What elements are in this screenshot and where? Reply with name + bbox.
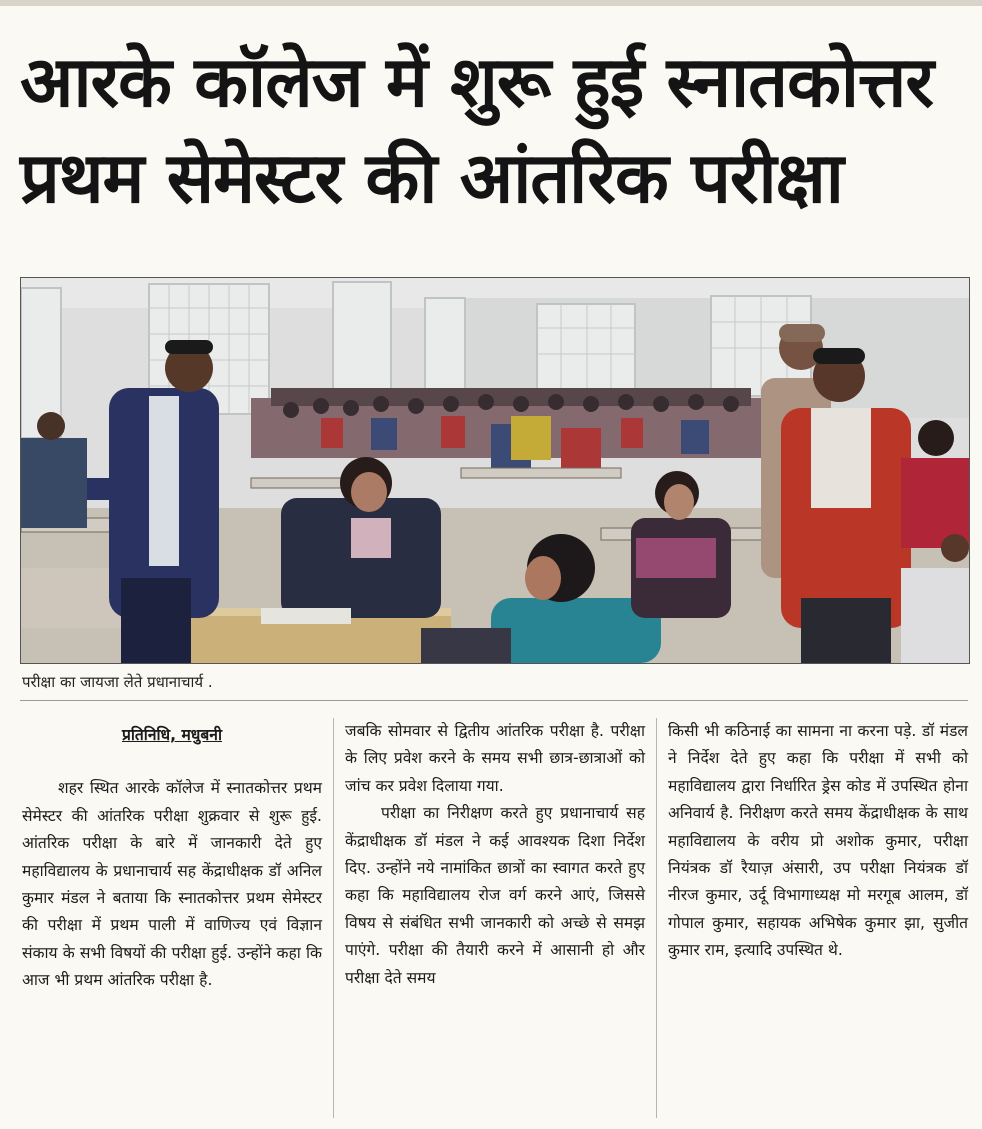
exam-hall-illustration	[21, 278, 969, 663]
news-photo	[20, 277, 970, 664]
column-divider	[333, 718, 334, 1118]
photo-caption: परीक्षा का जायजा लेते प्रधानाचार्य .	[22, 673, 213, 691]
headline-line-1: आरके कॉलेज में शुरू हुई स्नातकोत्तर	[20, 41, 933, 123]
headline	[20, 34, 970, 226]
column-divider	[656, 718, 657, 1118]
article-column-3	[668, 718, 968, 965]
headline-line-2: प्रथम सेमेस्टर की आंतरिक परीक्षा	[20, 137, 843, 219]
article-column-2	[345, 718, 645, 992]
article-paragraph: परीक्षा का निरीक्षण करते हुए प्रधानाचार्य सह केंद्राधीक्षक डॉ मंडल ने कई आवश्यक दिशा निर्देश दिए. उन्होंने नये नामांकित छात्रों का स्वागत करते हुए कहा कि महाविद्यालय रोज वर्ग करने आएं, जिससे विषय से संबंधित सभी जानकारी को अच्छे से समझ पाएंगे. परीक्षा की तैयारी करने में आसानी हो और परीक्षा देते समय	[345, 804, 645, 987]
article-column-1	[22, 722, 322, 995]
byline: प्रतिनिधि, मधुबनी	[122, 726, 222, 744]
article-paragraph: शहर स्थित आरके कॉलेज में स्नातकोत्तर प्रथम सेमेस्टर की आंतरिक परीक्षा शुक्रवार से शुरू हुई. आंतरिक परीक्षा के बारे में जानकारी देते हुए महाविद्यालय के प्रधानाचार्य सह केंद्राधीक्षक डॉ अनिल कुमार मंडल ने बताया कि स्नातकोत्तर प्रथम सेमेस्टर की परीक्षा में प्रथम पाली में वाणिज्य एवं विज्ञान संकाय के सभी विषयों की परीक्षा हुई. उन्होंने कहा कि आज भी प्रथम आंतरिक परीक्षा है.	[22, 779, 322, 990]
article-paragraph: जबकि सोमवार से द्वितीय आंतरिक परीक्षा है. परीक्षा के लिए प्रवेश करने के समय सभी छात्र-छात्राओं को जांच कर प्रवेश दिलाया गया.	[345, 722, 645, 795]
caption-divider	[20, 700, 968, 701]
article-paragraph: किसी भी कठिनाई का सामना ना करना पड़े. डॉ मंडल ने निर्देश देते हुए कहा कि परीक्षा में सभी को महाविद्यालय द्वारा निर्धारित ड्रेस कोड में उपस्थित होना अनिवार्य है. निरीक्षण करते समय केंद्राधीक्षक के साथ महाविद्यालय के वरीय प्रो अशोक कुमार, परीक्षा नियंत्रक डॉ रैयाज़ अंसारी, उप परीक्षा नियंत्रक डॉ नीरज कुमार, उर्दू विभागाध्यक्ष मो मरगूब आलम, डॉ गोपाल कुमार, सहायक अभिषेक कुमार झा, सुजीत कुमार राम, इत्यादि उपस्थित थे.	[668, 722, 968, 960]
top-rule	[0, 0, 982, 6]
